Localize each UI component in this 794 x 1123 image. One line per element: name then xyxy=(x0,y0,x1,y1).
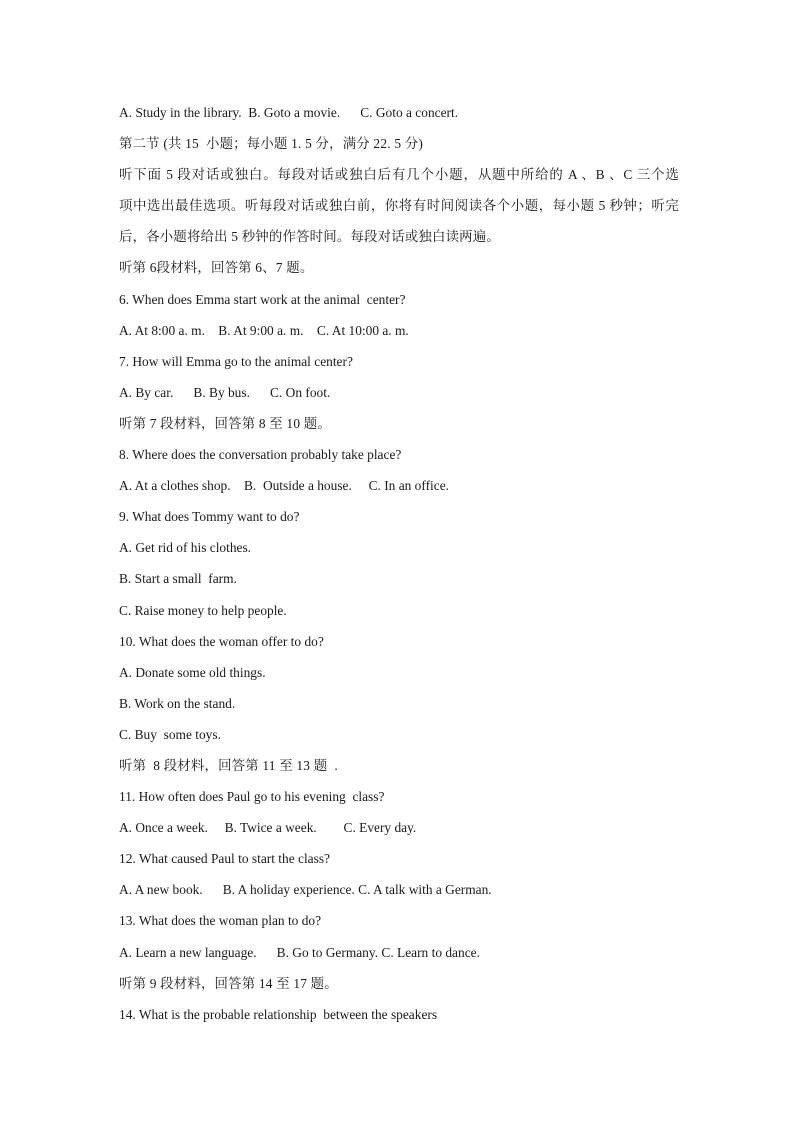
material-9-heading: 听第 9 段材料，回答第 14 至 17 题。 xyxy=(119,975,338,991)
answer-options-q5: A. Study in the library. B. Goto a movie. C. Goto a concert. xyxy=(119,105,459,120)
question-10: 10. What does the woman offer to do? xyxy=(119,633,324,649)
answer-options-q8: A. At a clothes shop. B. Outside a house. C. In an office. xyxy=(119,478,450,494)
answer-options-q13: A. Learn a new language. B. Go to Germany. C. Learn to dance. xyxy=(119,944,480,960)
option-q9-c: C. Raise money to help people. xyxy=(119,602,287,618)
material-8-heading: 听第 8 段材料，回答第 11 至 13 题 . xyxy=(119,757,338,773)
material-7-heading: 听第 7 段材料，回答第 8 至 10 题。 xyxy=(119,415,331,431)
instructions-line-2: 项中选出最佳选项。听每段对话或独白前，你将有时间阅读各个小题，每小题 5 秒钟；听完 xyxy=(119,198,679,214)
answer-options-q11: A. Once a week. B. Twice a week. C. Every day. xyxy=(119,820,417,836)
answer-options-q7: A. By car. B. By bus. C. On foot. xyxy=(119,384,331,400)
option-q10-b: B. Work on the stand. xyxy=(119,695,236,711)
instructions-line-1: 听下面 5 段对话或独白。每段对话或独白后有几个小题，从题中所给的 A 、B 、C 三个选 xyxy=(119,167,679,183)
question-7: 7. How will Emma go to the animal center? xyxy=(119,353,353,369)
question-9: 9. What does Tommy want to do? xyxy=(119,509,300,525)
option-q10-a: A. Donate some old things. xyxy=(119,664,266,680)
question-14: 14. What is the probable relationship between the speakers xyxy=(119,1006,438,1022)
question-12: 12. What caused Paul to start the class? xyxy=(119,851,330,867)
option-q9-a: A. Get rid of his clothes. xyxy=(119,540,252,556)
answer-options-q12: A. A new book. B. A holiday experience. C. A talk with a German. xyxy=(119,882,492,898)
section-heading: 第二节 (共 15 小题；每小题 1. 5 分，满分 22. 5 分) xyxy=(119,136,424,152)
instructions-line-3: 后，各小题将给出 5 秒钟的作答时间。每段对话或独白读两遍。 xyxy=(119,229,500,245)
material-6-heading: 听第 6段材料，回答第 6、7 题。 xyxy=(119,260,314,276)
question-13: 13. What does the woman plan to do? xyxy=(119,913,322,929)
question-8: 8. Where does the conversation probably take place? xyxy=(119,447,402,463)
option-q9-b: B. Start a small farm. xyxy=(119,571,237,587)
question-6: 6. When does Emma start work at the animal center? xyxy=(119,291,406,307)
exam-content xyxy=(119,102,679,1035)
question-11: 11. How often does Paul go to his evening class? xyxy=(119,789,385,805)
answer-options-q6: A. At 8:00 a. m. B. At 9:00 a. m. C. At 10:00 a. m. xyxy=(119,322,409,338)
option-q10-c: C. Buy some toys. xyxy=(119,726,221,742)
